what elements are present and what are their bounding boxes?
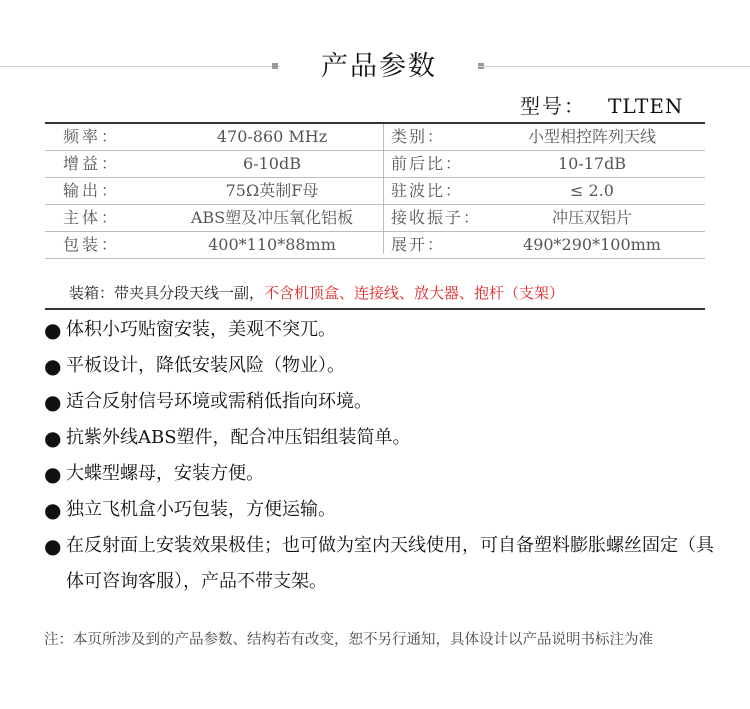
spec-value: 400*110*88mm	[208, 235, 336, 254]
disclaimer-note: 注：本页所涉及到的产品参数、结构若有改变，恕不另行通知，具体设计以产品说明书标注为准	[44, 632, 653, 648]
packing-info	[69, 280, 564, 306]
page-title: 产品参数	[321, 51, 437, 82]
packing-exclusions: 不含机顶盒、连接线、放大器、抱杆（支架）	[264, 284, 565, 302]
feature-text: 抗紫外线ABS塑件，配合冲压铝组装简单。	[66, 427, 411, 448]
model-label: 型号：	[520, 94, 586, 118]
bullet-icon: ●	[44, 318, 62, 342]
spec-row	[45, 151, 705, 178]
feature-item	[44, 420, 714, 456]
packing-text: 装箱：带夹具分段天线一副，	[69, 284, 265, 302]
column-divider	[383, 124, 384, 254]
feature-item	[44, 348, 714, 384]
spec-value: ABS塑及冲压氧化铝板	[190, 208, 354, 227]
spec-label: 前后比：	[391, 154, 464, 173]
spec-label: 输出：	[63, 181, 121, 200]
model-value: TLTEN	[608, 94, 684, 118]
spec-label: 增益：	[63, 154, 121, 173]
feature-item	[44, 312, 714, 348]
feature-text: 平板设计，降低安装风险（物业）。	[66, 355, 345, 376]
feature-text: 适合反射信号环境或需稍低指向环境。	[66, 391, 372, 412]
spec-value: ≤ 2.0	[570, 181, 614, 200]
bullet-icon: ●	[44, 354, 62, 378]
spec-label: 主体：	[63, 208, 121, 227]
title-header	[0, 40, 750, 90]
bullet-icon: ●	[44, 534, 62, 558]
spec-row	[45, 232, 705, 259]
spec-label: 驻波比：	[391, 181, 464, 200]
feature-text: 体积小巧贴窗安装，美观不突兀。	[66, 319, 336, 340]
feature-text: 独立飞机盒小巧包装，方便运输。	[66, 499, 336, 520]
spec-value: 490*290*100mm	[523, 235, 661, 254]
spec-value: 10-17dB	[557, 154, 627, 173]
bullet-icon: ●	[44, 426, 62, 450]
spec-value: 小型相控阵列天线	[527, 127, 656, 146]
spec-row	[45, 205, 705, 232]
bullet-icon: ●	[44, 390, 62, 414]
feature-item	[44, 456, 714, 492]
bullet-icon: ●	[44, 498, 62, 522]
spec-value: 冲压双铝片	[551, 208, 632, 227]
spec-value: 75Ω英制F母	[225, 181, 319, 200]
model-number	[520, 90, 683, 119]
spec-label: 展开：	[391, 235, 446, 254]
feature-text: 大蝶型螺母，安装方便。	[66, 463, 264, 484]
feature-list	[44, 312, 714, 600]
spec-label: 包装：	[63, 235, 121, 254]
feature-item	[44, 528, 714, 600]
title-divider-left	[0, 66, 280, 67]
feature-text: 在反射面上安装效果极佳；也可做为室内天线使用，可自备塑料膨胀螺丝固定（具体可咨询客服），产品不带支架。	[66, 535, 714, 592]
feature-item	[44, 492, 714, 528]
spec-label: 接收振子：	[391, 208, 482, 227]
spec-value: 470-860 MHz	[216, 127, 328, 146]
spec-label: 类别：	[391, 127, 446, 146]
title-square-left	[272, 63, 278, 69]
spec-table	[45, 122, 705, 310]
bullet-icon: ●	[44, 462, 62, 486]
feature-item	[44, 384, 714, 420]
spec-row	[45, 178, 705, 205]
title-divider-right	[478, 66, 750, 67]
spec-value: 6-10dB	[243, 154, 301, 173]
spec-label: 频率：	[63, 127, 121, 146]
spec-row	[45, 124, 705, 151]
